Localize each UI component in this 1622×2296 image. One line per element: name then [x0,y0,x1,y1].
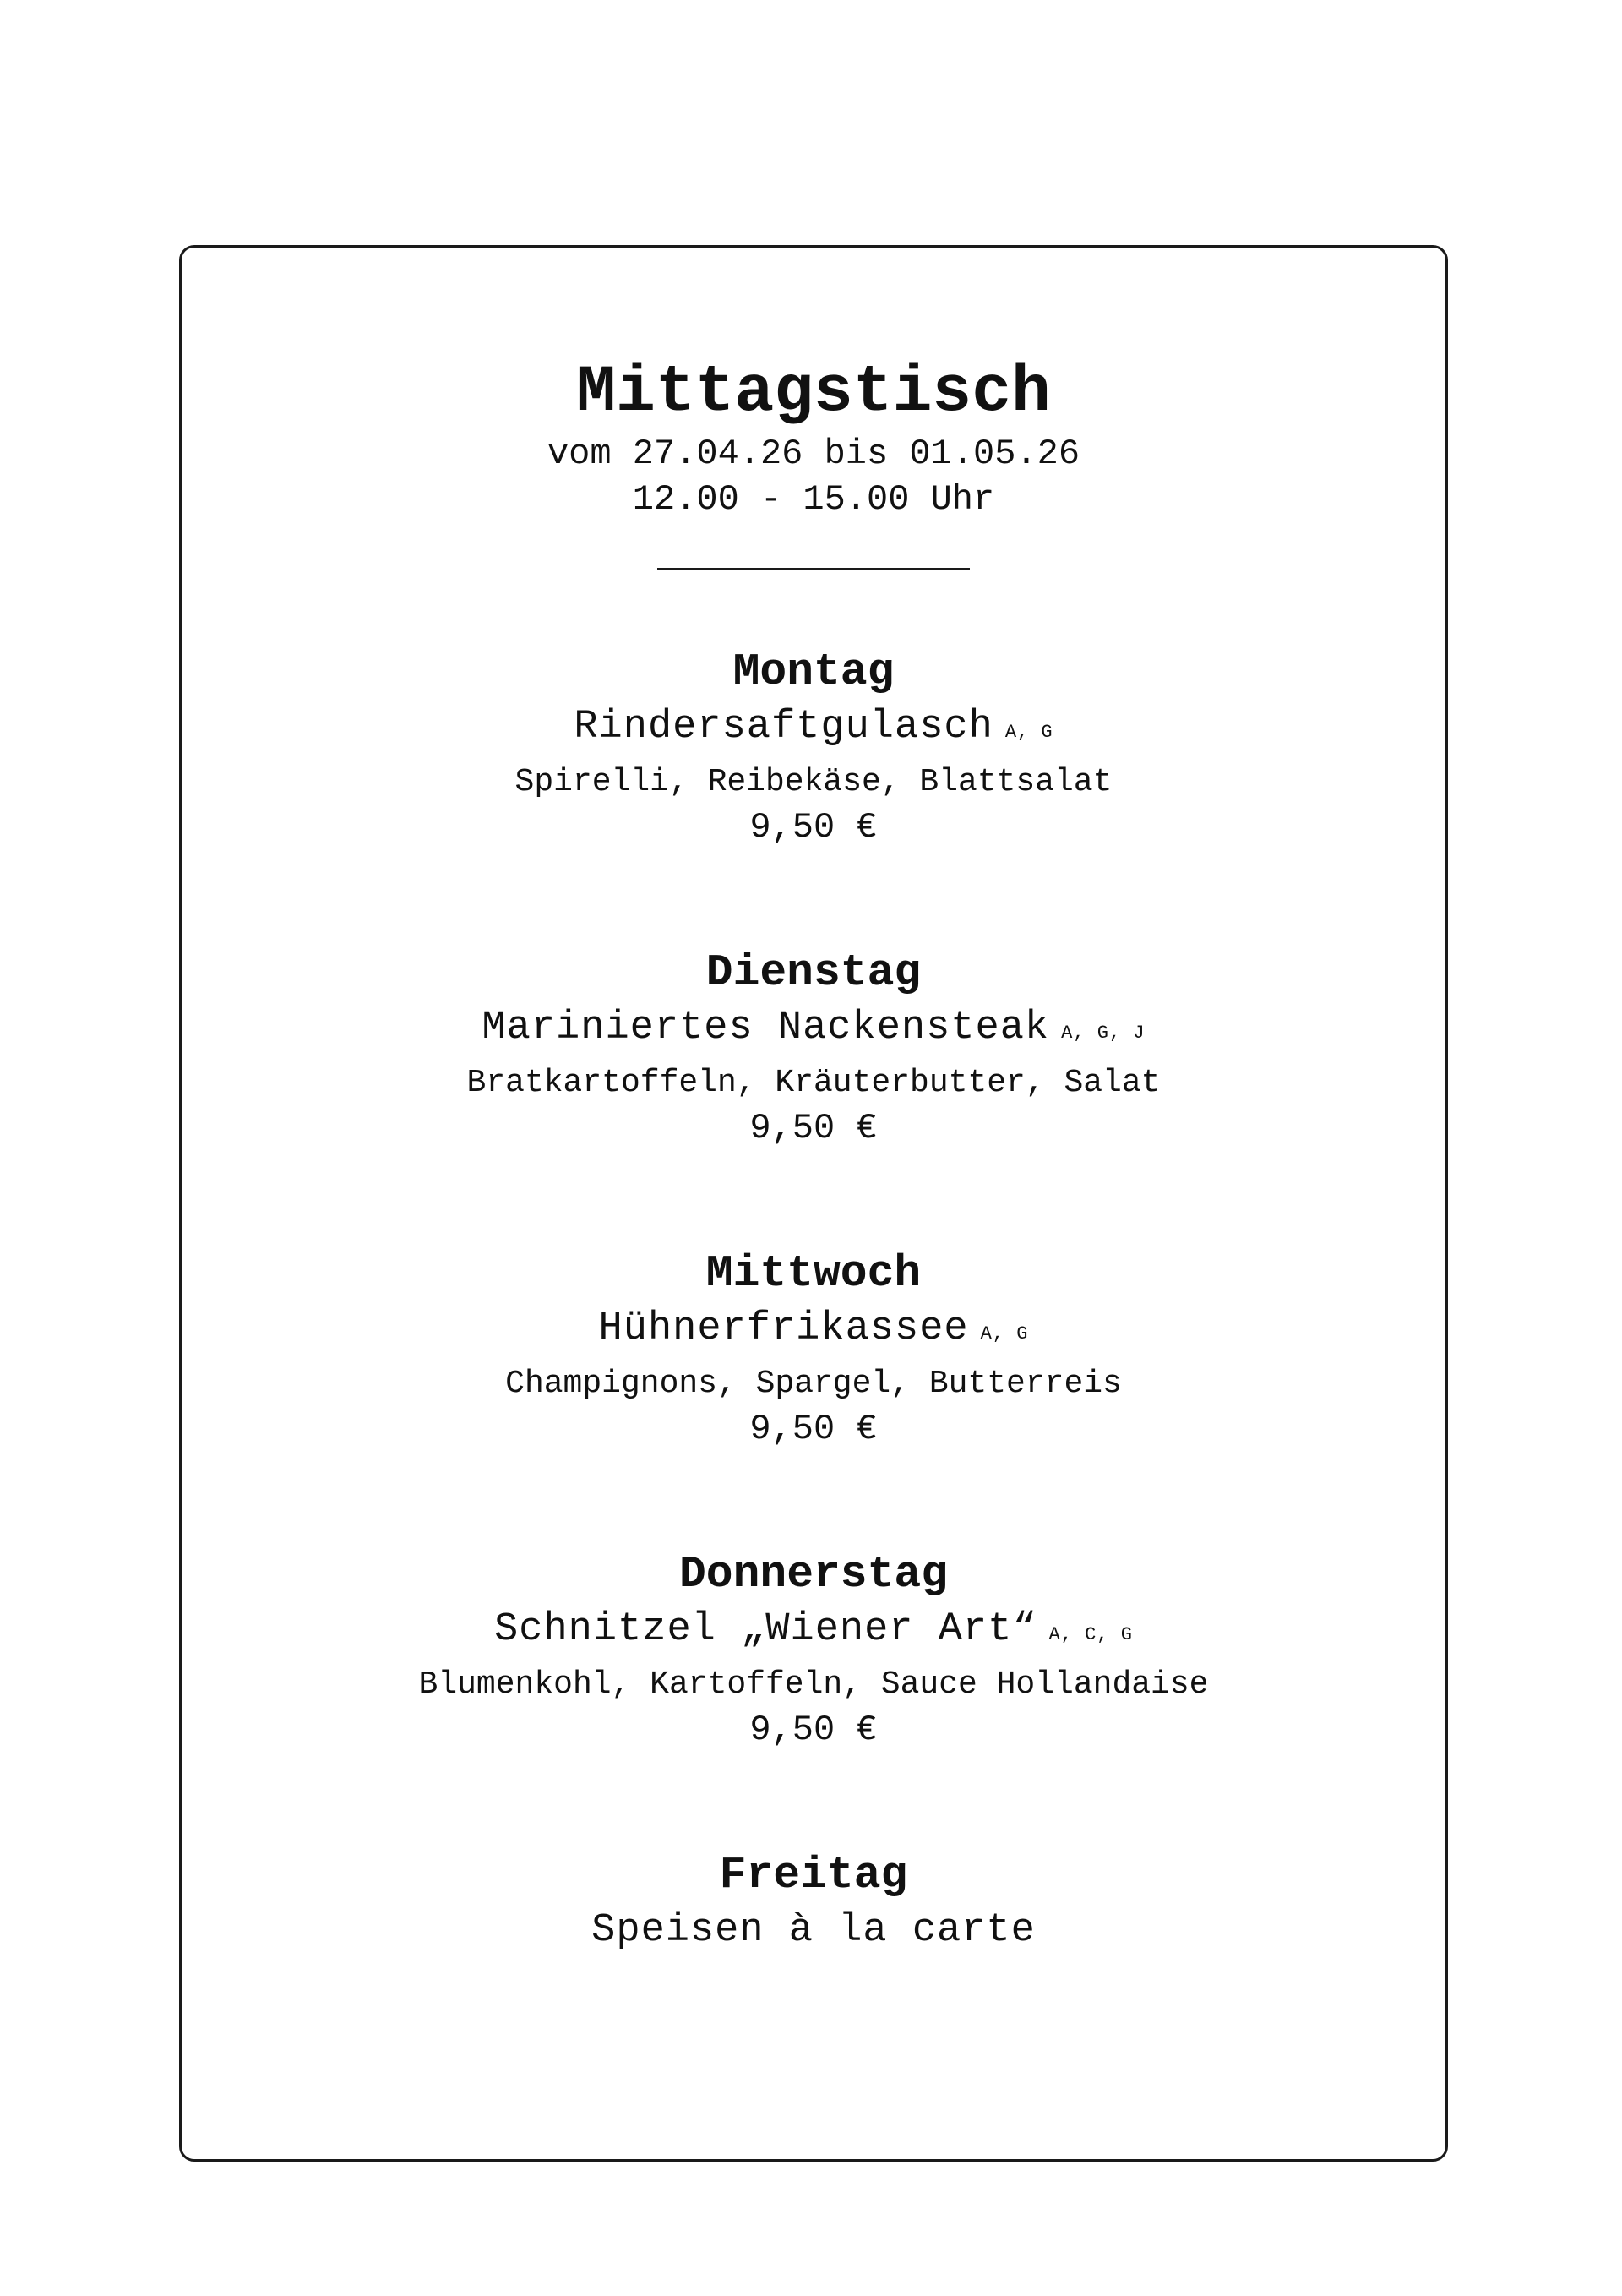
side-dishes: Champignons, Spargel, Butterreis [505,1366,1122,1402]
dish-name [179,1301,1448,1363]
allergen-codes: A, G [980,1323,1029,1344]
side-dishes: Bratkartoffeln, Kräuterbutter, Salat [466,1065,1161,1101]
allergen-codes: A, G [1004,722,1053,743]
dish-title: Mariniertes Nackensteak [482,1006,1050,1050]
menu-content [179,355,1448,1960]
dish-title: Rindersaftgulasch [574,705,993,750]
day-name: Montag [732,646,895,697]
day-name: Dienstag [705,947,922,998]
allergen-codes: A, C, G [1048,1624,1133,1645]
side-dishes: Spirelli, Reibekäse, Blattsalat [514,764,1113,800]
price: 9,50 € [749,807,878,848]
day-name: Donnerstag [678,1549,949,1600]
day-name: Mittwoch [705,1248,922,1299]
day-name: Freitag [719,1850,908,1901]
serving-hours: 12.00 - 15.00 Uhr [632,479,995,520]
dish-title: Hühnerfrikassee [598,1306,969,1351]
dish-title: Schnitzel „Wiener Art“ [494,1607,1037,1652]
day-monday [179,645,1448,851]
price: 9,50 € [749,1409,878,1449]
side-dishes: Blumenkohl, Kartoffeln, Sauce Hollandaise [418,1666,1209,1703]
day-friday [179,1848,1448,1960]
date-range: vom 27.04.26 bis 01.05.26 [547,434,1080,474]
title-divider [657,568,970,570]
dish-name: Speisen à la carte [591,1908,1036,1953]
menu-title: Mittagstisch [576,356,1051,430]
day-thursday [179,1547,1448,1753]
dish-name [179,699,1448,761]
price: 9,50 € [749,1710,878,1750]
dish-name [179,1601,1448,1664]
day-wednesday [179,1246,1448,1453]
dish-name [179,1000,1448,1062]
price: 9,50 € [749,1108,878,1148]
day-tuesday [179,946,1448,1152]
day-list [179,645,1448,1960]
allergen-codes: A, G, J [1061,1023,1146,1044]
